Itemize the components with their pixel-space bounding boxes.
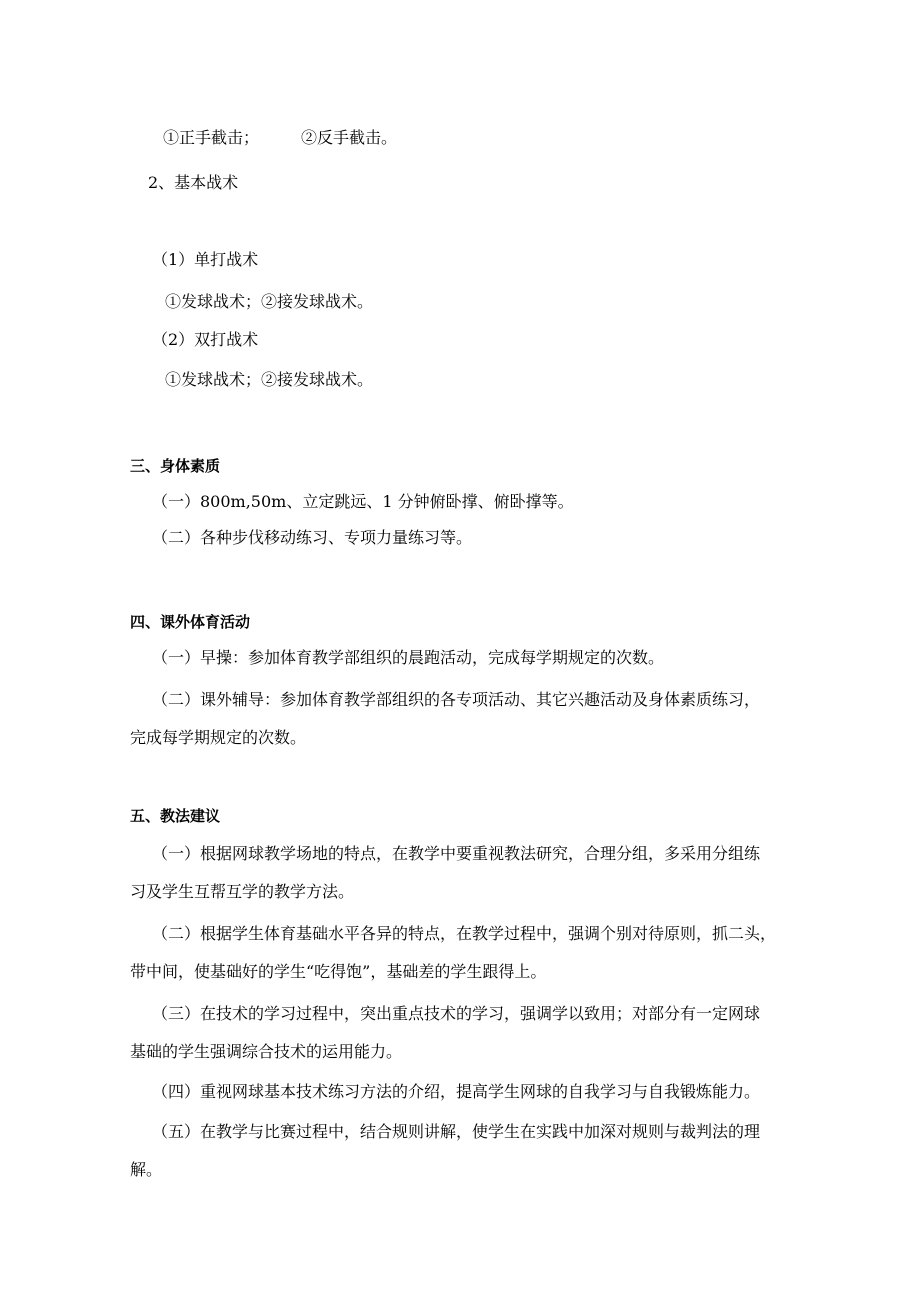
singles-tactics-title: （1）单打战术 [152, 250, 259, 269]
section4-paragraph-1: （一）早操：参加体育教学部组织的晨跑活动，完成每学期规定的次数。 [152, 648, 665, 667]
section5-paragraph-3-line-1: （三）在技术的学习过程中，突出重点技术的学习，强调学以致用；对部分有一定网球 [152, 1004, 761, 1023]
doubles-tactics-items: ①发球战术；②接发球战术。 [165, 370, 374, 389]
section4-title: 四、课外体育活动 [130, 613, 251, 631]
basic-tactics-heading: 2、基本战术 [148, 173, 239, 192]
section5-paragraph-2-line-1: （二）根据学生体育基础水平各异的特点，在教学过程中，强调个别对待原则，抓二头， [152, 924, 777, 943]
section4-paragraph-2-line-1: （二）课外辅导：参加体育教学部组织的各专项活动、其它兴趣活动及身体素质练习， [152, 690, 761, 709]
volley-items-line [163, 128, 397, 148]
forehand-volley-item: ①正手截击； [163, 128, 260, 147]
section5-paragraph-5-line-2: 解。 [130, 1160, 163, 1179]
section3-paragraph-2: （二）各种步伐移动练习、专项力量练习等。 [152, 528, 473, 547]
section5-paragraph-1-line-2: 习及学生互帮互学的教学方法。 [130, 882, 355, 901]
doubles-tactics-title: （2）双打战术 [152, 330, 259, 349]
section5-paragraph-5-line-1: （五）在教学与比赛过程中，结合规则讲解，使学生在实践中加深对规则与裁判法的理 [152, 1122, 761, 1141]
section4-paragraph-2-line-2: 完成每学期规定的次数。 [130, 728, 307, 747]
section5-paragraph-1-line-1: （一）根据网球教学场地的特点，在教学中要重视教法研究，合理分组，多采用分组练 [152, 844, 761, 863]
section5-title: 五、教法建议 [130, 807, 221, 825]
section5-paragraph-2-line-2: 带中间，使基础好的学生“吃得饱”，基础差的学生跟得上。 [130, 962, 547, 981]
section5-paragraph-4: （四）重视网球基本技术练习方法的介绍，提高学生网球的自我学习与自我锻炼能力。 [152, 1082, 761, 1101]
section3-paragraph-1: （一）800m,50m、立定跳远、1 分钟俯卧撑、俯卧撑等。 [152, 492, 574, 511]
backhand-volley-item: ②反手截击。 [301, 128, 398, 147]
section3-title: 三、身体素质 [130, 457, 221, 475]
singles-tactics-items: ①发球战术；②接发球战术。 [165, 292, 374, 311]
section5-paragraph-3-line-2: 基础的学生强调综合技术的运用能力。 [130, 1042, 403, 1061]
